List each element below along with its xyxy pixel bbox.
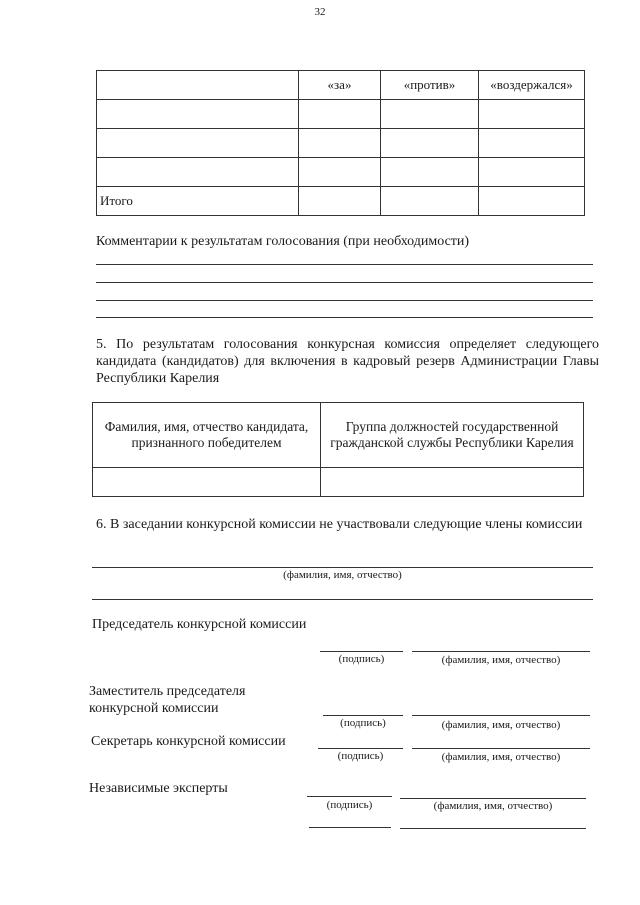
deputy-label-line2: конкурсной комиссии bbox=[89, 701, 219, 716]
table-cell bbox=[97, 100, 299, 129]
comment-line bbox=[96, 300, 593, 301]
position-group-header: Группа должностей государственной гражданской службы Республики Карелия bbox=[321, 403, 584, 468]
table-cell bbox=[381, 129, 479, 158]
fio-caption: (фамилия, имя, отчество) bbox=[441, 751, 561, 763]
table-cell bbox=[93, 468, 321, 497]
signature-line bbox=[318, 748, 403, 749]
table-cell bbox=[479, 187, 585, 216]
table-row bbox=[93, 468, 584, 497]
fio-caption: (фамилия, имя, отчество) bbox=[433, 800, 553, 812]
table-cell bbox=[321, 468, 584, 497]
table-row bbox=[97, 129, 585, 158]
column-header-abstained: «воздержался» bbox=[479, 71, 585, 100]
table-cell bbox=[97, 158, 299, 187]
table-row bbox=[97, 158, 585, 187]
table-cell bbox=[479, 158, 585, 187]
candidate-table bbox=[92, 402, 584, 497]
signature-line bbox=[320, 651, 403, 652]
signature-line bbox=[309, 827, 391, 828]
name-line bbox=[412, 651, 590, 652]
deputy-label-line1: Заместитель председателя bbox=[89, 684, 246, 699]
signature-caption: (подпись) bbox=[338, 653, 385, 665]
total-row-label: Итого bbox=[97, 187, 299, 216]
signature-line bbox=[307, 796, 392, 797]
column-header-for: «за» bbox=[299, 71, 381, 100]
table-cell bbox=[299, 158, 381, 187]
absent-members-line bbox=[92, 599, 593, 600]
fio-caption: (фамилия, имя, отчество) bbox=[441, 719, 561, 731]
fio-caption: (фамилия, имя, отчество) bbox=[441, 654, 561, 666]
chairman-label: Председатель конкурсной комиссии bbox=[92, 617, 307, 632]
voting-results-table bbox=[96, 70, 585, 216]
table-row bbox=[97, 187, 585, 216]
signature-caption: (подпись) bbox=[337, 750, 384, 762]
table-cell bbox=[479, 100, 585, 129]
signature-caption: (подпись) bbox=[326, 799, 373, 811]
table-cell bbox=[299, 187, 381, 216]
signature-line bbox=[323, 715, 403, 716]
section-5-text: 5. По результатам голосования конкурсная комиссия определяет следующего кандидата (кандидатов) для включения в кадровый резерв Администрации Главы Республики Карелия bbox=[96, 337, 599, 386]
table-cell bbox=[381, 187, 479, 216]
name-line bbox=[412, 748, 590, 749]
experts-label: Независимые эксперты bbox=[89, 781, 228, 796]
name-line bbox=[400, 828, 586, 829]
comments-label: Комментарии к результатам голосования (при необходимости) bbox=[96, 234, 470, 249]
name-line bbox=[412, 715, 590, 716]
table-cell bbox=[97, 71, 299, 100]
name-line bbox=[400, 798, 586, 799]
table-cell bbox=[299, 100, 381, 129]
table-cell bbox=[479, 129, 585, 158]
table-row bbox=[97, 100, 585, 129]
table-cell bbox=[381, 100, 479, 129]
comment-line bbox=[96, 317, 593, 318]
table-cell bbox=[299, 129, 381, 158]
table-row bbox=[93, 403, 584, 468]
table-cell bbox=[97, 129, 299, 158]
table-row bbox=[97, 71, 585, 100]
signature-caption: (подпись) bbox=[340, 717, 386, 729]
comment-line bbox=[96, 264, 593, 265]
comment-line bbox=[96, 282, 593, 283]
absent-members-line bbox=[92, 567, 593, 568]
fio-caption: (фамилия, имя, отчество) bbox=[283, 569, 402, 581]
table-cell bbox=[381, 158, 479, 187]
section-6-text: 6. В заседании конкурсной комиссии не участвовали следующие члены комиссии bbox=[96, 517, 583, 532]
candidate-name-header: Фамилия, имя, отчество кандидата, признанного победителем bbox=[93, 403, 321, 468]
secretary-label: Секретарь конкурсной комиссии bbox=[91, 734, 286, 749]
page-number: 32 bbox=[314, 6, 326, 18]
column-header-against: «против» bbox=[381, 71, 479, 100]
